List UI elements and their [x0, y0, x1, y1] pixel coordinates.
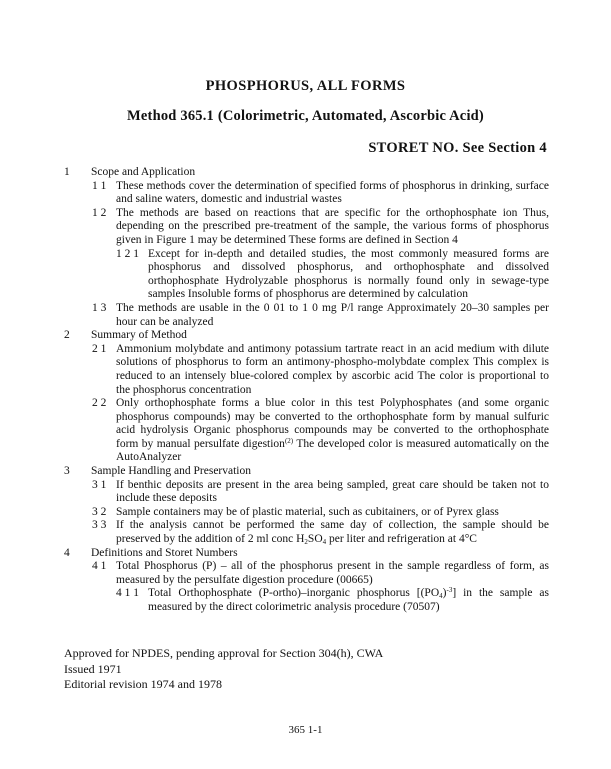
- paragraph-3-2: [64, 506, 549, 520]
- section-heading: Scope and Application: [91, 166, 196, 178]
- paragraph-number: 1 2 1: [116, 247, 139, 260]
- section-number: 2: [64, 329, 70, 342]
- superscript: -3: [446, 586, 453, 595]
- paragraph-1-2-1: [64, 248, 549, 302]
- subscript: 4: [439, 592, 443, 601]
- paragraph-1-3: [64, 302, 549, 329]
- section-3: [64, 465, 549, 547]
- paragraph-text: If benthic deposits are present in the area being sampled, great care should be taken not to include these deposits: [116, 478, 549, 505]
- issued-line: Issued 1971: [64, 661, 122, 676]
- page-number: 365 1-1: [288, 724, 323, 736]
- section-heading: Summary of Method: [91, 329, 187, 342]
- document-body: [64, 166, 549, 615]
- paragraph-3-3: [64, 519, 549, 546]
- section-4: [64, 547, 549, 615]
- paragraph-number: 3 2: [92, 505, 107, 518]
- paragraph-number: 3 3: [92, 519, 107, 532]
- paragraph-number: 1 3: [92, 301, 107, 314]
- reference-marker: (2): [284, 436, 294, 445]
- paragraph-1-1: [64, 180, 549, 207]
- paragraph-text-cont: ): [442, 587, 447, 600]
- paragraph-2-1: [64, 343, 549, 397]
- subscript: 2: [304, 538, 308, 547]
- section-number: 1: [64, 166, 70, 178]
- paragraph-number: 2 2: [92, 397, 107, 410]
- page-title: PHOSPHORUS, ALL FORMS: [205, 78, 406, 94]
- section-number: 4: [64, 546, 70, 559]
- paragraph-text-cont: SO: [307, 533, 323, 546]
- subscript: 4: [322, 538, 327, 547]
- section-2: [64, 329, 549, 465]
- paragraph-text: If the analysis cannot be performed the same day of collection, the sample should be preserved by the addition of 2 ml conc H: [116, 519, 549, 546]
- section-1: [64, 166, 549, 329]
- paragraph-number: 4 1: [92, 560, 107, 573]
- paragraph-text: The methods are based on reactions that are specific for the orthophosphate ion Thus, depending on the prescribed pre-treatment of the sample, the various forms of phosphorus given in Figure 1 may be determined These forms are defined in Section 4: [116, 206, 549, 246]
- section-number: 3: [64, 465, 70, 478]
- paragraph-text: The methods are usable in the 0 01 to 1 0 mg P/l range Approximately 20–30 samples per hour can be analyzed: [116, 301, 549, 328]
- paragraph-4-1: [64, 560, 549, 587]
- storet-number: STORET NO. See Section 4: [368, 140, 547, 156]
- paragraph-text: Total Orthophosphate (P-ortho)–inorganic phosphorus [(PO: [148, 587, 440, 600]
- paragraph-1-2: [64, 207, 549, 248]
- paragraph-number: 2 1: [92, 342, 107, 355]
- paragraph-text: Ammonium molybdate and antimony potassium tartrate react in an acid medium with dilute solutions of phosphorus to form an antimony-phospho-molybdate complex This complex is reduced to an intensely blue-colored complex by ascorbic acid The color is proportional to the phosphorus concentration: [116, 342, 549, 396]
- paragraph-text: Total Phosphorus (P) – all of the phosphorus present in the sample regardless of form, as measured by the persulfate digestion procedure (00665): [116, 560, 549, 586]
- paragraph-text: Sample containers may be of plastic material, such as cubitainers, or of Pyrex glass: [116, 505, 499, 518]
- revision-line: Editorial revision 1974 and 1978: [64, 677, 222, 691]
- paragraph-4-1-1: [64, 587, 549, 614]
- paragraph-2-2: [64, 397, 549, 465]
- paragraph-text-end: ] in the sample as measured by the direct colorimetric analysis procedure (70507): [148, 587, 549, 613]
- paragraph-number: 1 2: [92, 206, 107, 219]
- paragraph-number: 1 1: [92, 179, 107, 192]
- paragraph-text: These methods cover the determination of specified forms of phosphorus in drinking, surface and saline waters, domestic and industrial wastes: [116, 179, 549, 206]
- paragraph-text-end: per liter and refrigeration at 4°C: [326, 533, 477, 546]
- approval-block: [64, 646, 383, 693]
- paragraph-number: 4 1 1: [116, 587, 139, 600]
- approval-line: Approved for NPDES, pending approval for Section 304(h), CWA: [64, 646, 384, 660]
- paragraph-text-cont: The developed color is measured automatically on the AutoAnalyzer: [116, 437, 549, 464]
- paragraph-number: 3 1: [92, 478, 107, 491]
- method-subtitle: Method 365.1 (Colorimetric, Automated, Ascorbic Acid): [127, 108, 484, 124]
- paragraph-3-1: [64, 479, 549, 506]
- section-heading: Sample Handling and Preservation: [91, 465, 252, 478]
- paragraph-text: Except for in-depth and detailed studies, the most commonly measured forms are phosphorus and dissolved phosphorus, and orthophosphate and dissolved orthophosphate Hydrolyzable phosphorus is normally found only in sewage-type samples Insoluble forms of phosphorus are determined by calculation: [148, 247, 549, 301]
- section-heading: Definitions and Storet Numbers: [91, 546, 238, 559]
- paragraph-text: Only orthophosphate forms a blue color in this test Polyphosphates (and some organic phosphorus compounds) may be converted to the orthophosphate form by manual sulfuric acid hydrolysis Organic phosphorus compounds may be converted to the orthophosphate form by manual persulfate digestion: [116, 397, 549, 450]
